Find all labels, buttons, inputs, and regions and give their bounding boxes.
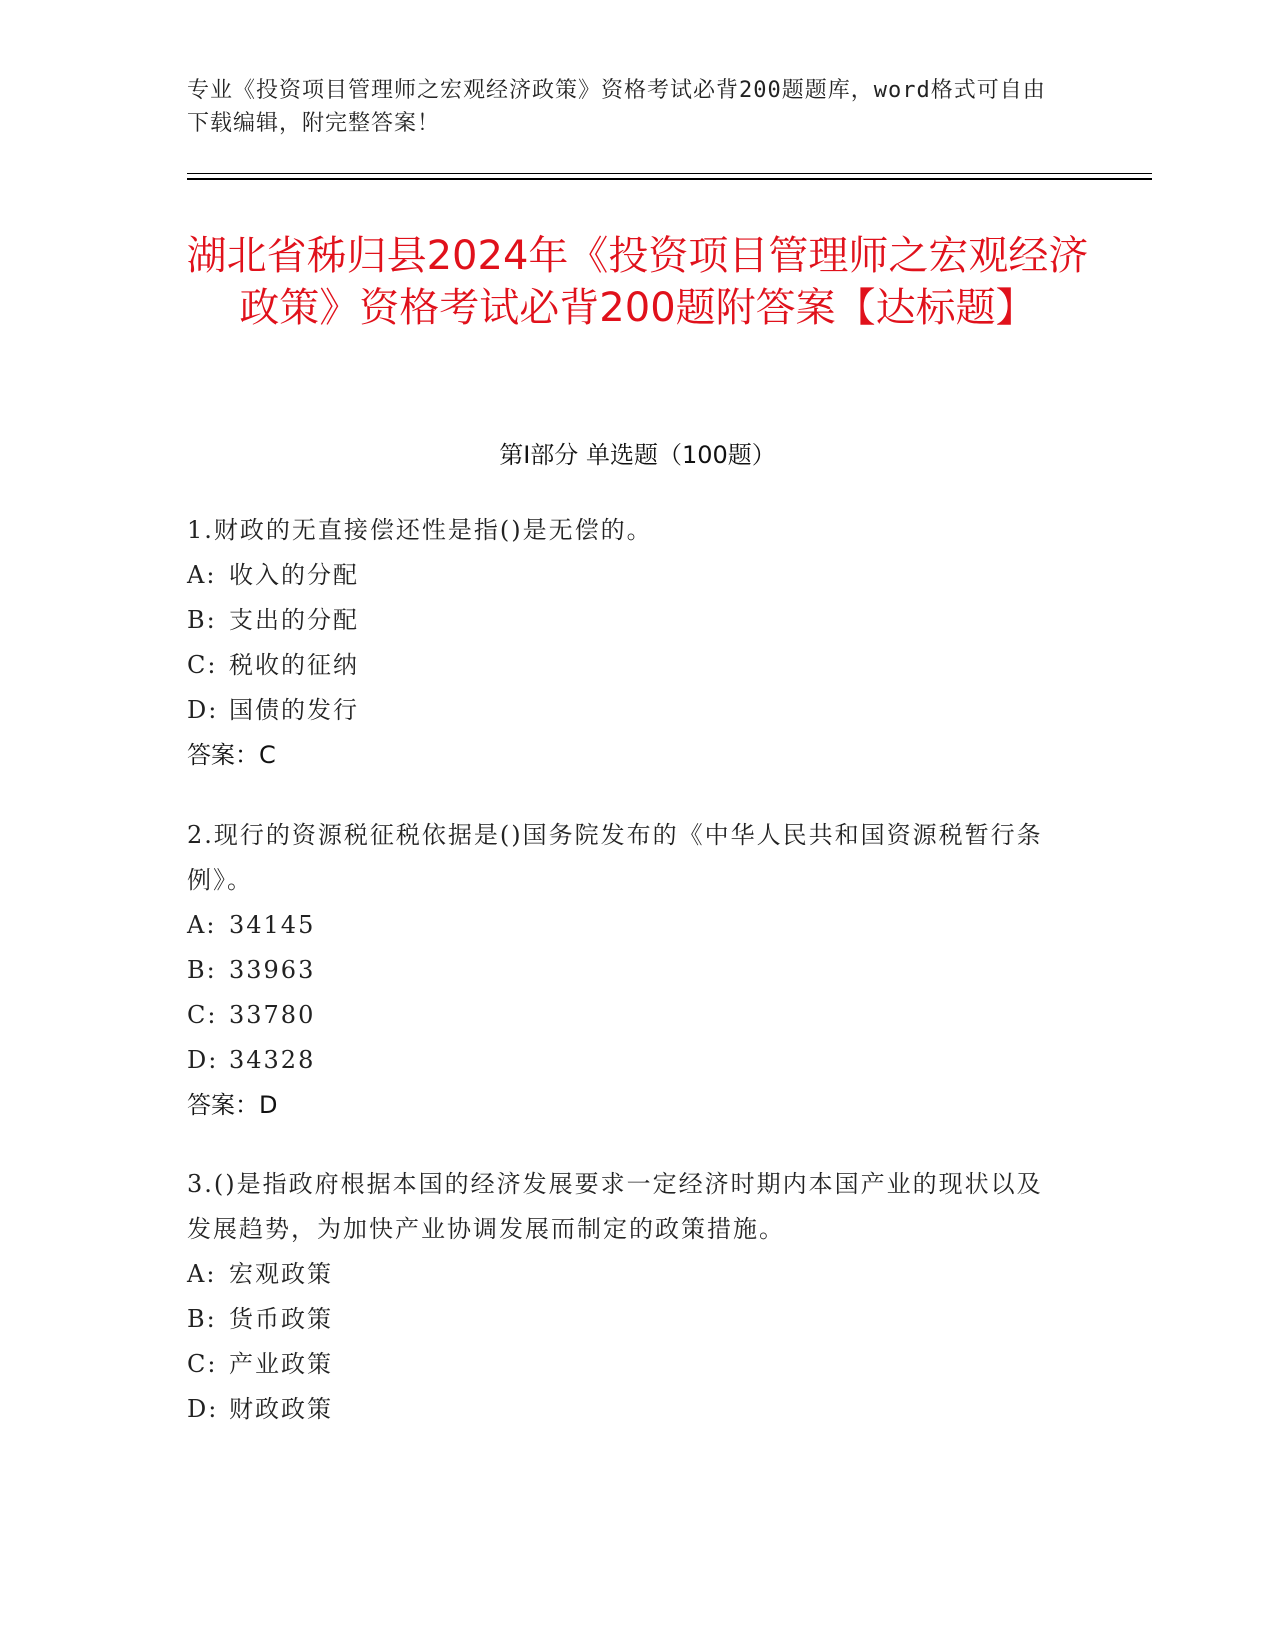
answer: 答案：C [187,741,276,769]
header-rule-thin [187,173,1152,174]
option-text: 税收的征纳 [229,651,359,679]
option-letter: A: [187,1260,217,1288]
option-d [187,1038,1067,1083]
option-text: 33780 [229,1001,316,1029]
option-b [187,948,1067,993]
option-letter: B: [187,1305,217,1333]
option-d [187,688,1067,733]
option-letter: B: [187,606,217,634]
header-note: 专业《投资项目管理师之宏观经济政策》资格考试必背200题题库，word格式可自由下载编辑，附完整答案！ [187,78,1046,136]
option-letter: C: [187,651,218,679]
option-text: 收入的分配 [229,561,359,589]
option-text: 财政政策 [229,1395,333,1423]
option-letter: D: [187,1046,219,1074]
option-text: 国债的发行 [229,696,359,724]
option-letter: C: [187,1350,218,1378]
option-text: 宏观政策 [229,1260,333,1288]
document-title: 湖北省秭归县2024年《投资项目管理师之宏观经济政策》资格考试必背200题附答案【达标题】 [186,233,1089,331]
answer: 答案：D [187,1091,278,1119]
option-text: 33963 [229,956,316,984]
question-3 [187,1162,1067,1432]
option-text: 货币政策 [229,1305,333,1333]
option-text: 支出的分配 [229,606,359,634]
option-c [187,993,1067,1038]
option-a [187,553,1067,598]
question-2 [187,813,1067,1128]
question-1 [187,508,1067,778]
option-a [187,1252,1067,1297]
option-letter: D: [187,696,219,724]
option-a [187,903,1067,948]
option-text: 34145 [229,911,316,939]
option-text: 34328 [229,1046,316,1074]
header-rule-thick [187,178,1152,180]
option-d [187,1387,1067,1432]
option-b [187,598,1067,643]
option-text: 产业政策 [229,1350,333,1378]
option-c [187,1342,1067,1387]
option-c [187,643,1067,688]
option-letter: D: [187,1395,219,1423]
question-stem: 2.现行的资源税征税依据是()国务院发布的《中华人民共和国资源税暂行条例》。 [187,821,1043,894]
option-letter: A: [187,911,217,939]
option-letter: C: [187,1001,218,1029]
question-stem: 1.财政的无直接偿还性是指()是无偿的。 [187,516,653,544]
option-letter: B: [187,956,217,984]
question-stem: 3.()是指政府根据本国的经济发展要求一定经济时期内本国产业的现状以及发展趋势，为加快产业协调发展而制定的政策措施。 [187,1170,1043,1243]
section-heading: 第I部分 单选题（100题） [499,441,776,469]
option-b [187,1297,1067,1342]
option-letter: A: [187,561,217,589]
